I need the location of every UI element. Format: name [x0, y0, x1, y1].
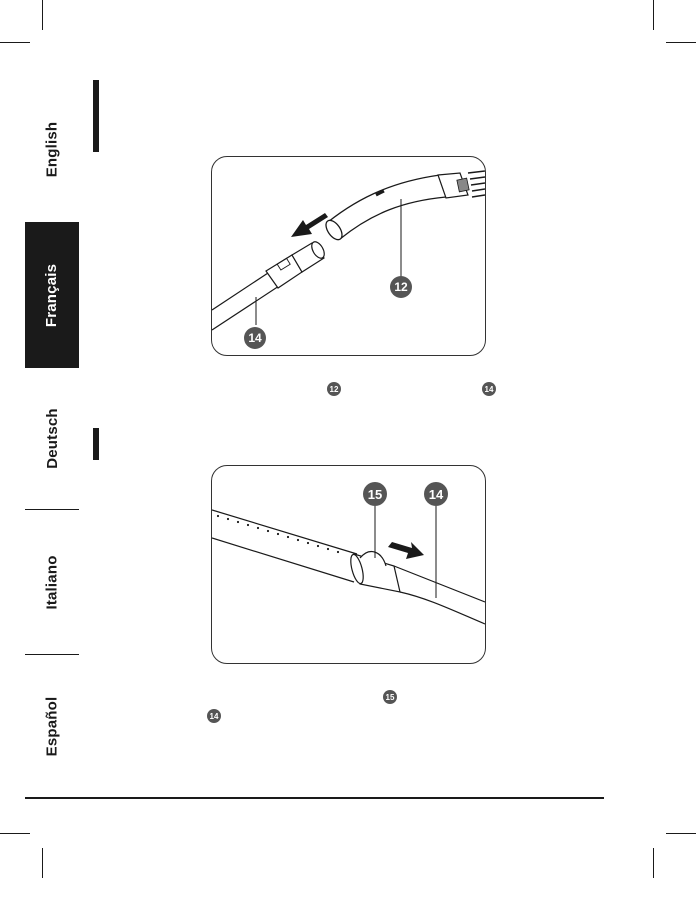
section-marker: [93, 428, 99, 460]
figure-hose-detach-illustration: [212, 157, 485, 355]
section-marker: [93, 80, 99, 152]
text-callout-12: 12: [327, 382, 341, 396]
tab-label: English: [43, 121, 61, 177]
tab-espanol[interactable]: [25, 655, 79, 797]
crop-mark: [0, 42, 30, 43]
crop-mark: [0, 833, 30, 834]
tab-label: Español: [43, 696, 61, 756]
text-callout-14: 14: [207, 709, 221, 723]
tab-italiano[interactable]: [25, 510, 79, 654]
crop-mark: [42, 0, 43, 30]
adjustment-holes: [217, 515, 339, 553]
tab-english[interactable]: [25, 78, 79, 220]
figure-slider-release: [211, 465, 486, 664]
tab-label: Deutsch: [43, 407, 61, 469]
tab-label: Italiano: [43, 554, 61, 610]
tab-label: Français: [43, 263, 61, 327]
text-callout-14: 14: [482, 382, 496, 396]
crop-mark: [666, 42, 696, 43]
text-callout-15: 15: [383, 690, 397, 704]
crop-mark: [666, 833, 696, 834]
crop-mark: [653, 848, 654, 878]
bottom-rule: [25, 797, 604, 799]
callout-hose-12: 12: [390, 276, 412, 298]
figure-hose-detach: [211, 156, 486, 356]
callout-tube-14: 14: [244, 327, 266, 349]
callout-slider-15: 15: [363, 482, 387, 506]
crop-mark: [42, 848, 43, 878]
tab-francais[interactable]: [25, 222, 79, 368]
callout-tube-14: 14: [424, 482, 448, 506]
tab-deutsch[interactable]: [25, 368, 79, 508]
crop-mark: [653, 0, 654, 30]
